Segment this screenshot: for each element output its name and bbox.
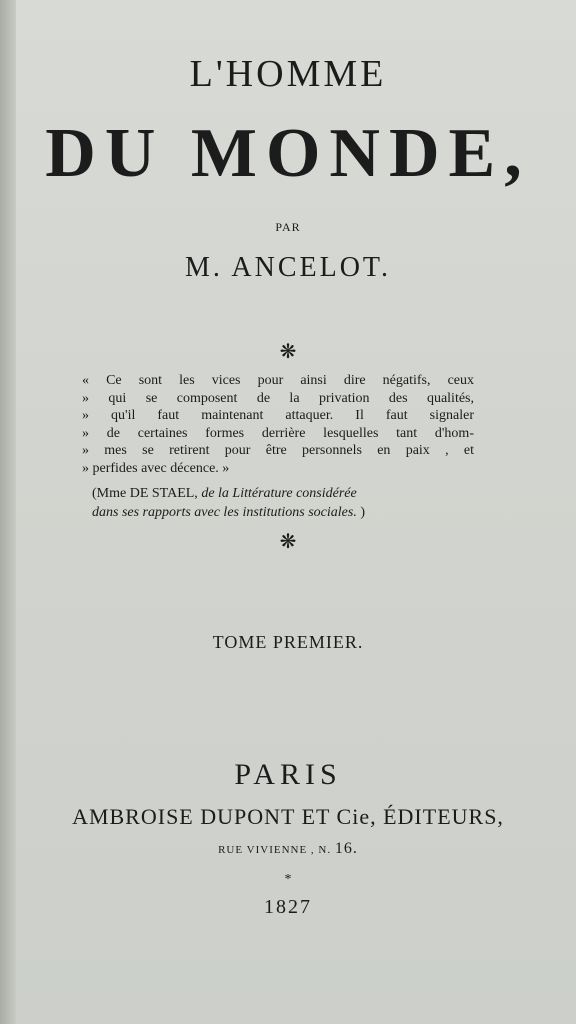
byline-par: PAR (275, 220, 301, 234)
epigraph (82, 372, 474, 477)
citation-close: ) (360, 505, 365, 520)
epigraph-line: » qu'il faut maintenant attaquer. Il faut signaler (82, 408, 474, 423)
imprint-publisher: AMBROISE DUPONT ET Cie, ÉDITEURS, (72, 804, 504, 829)
star-icon: * (284, 872, 292, 887)
citation-work-2: dans ses rapports avec les institutions sociales. (92, 505, 357, 520)
title-line-2: DU MONDE, (45, 115, 531, 192)
citation-author: (Mme DE STAEL, (92, 486, 198, 501)
volume-label: TOME PREMIER. (212, 632, 364, 652)
epigraph-line: » perfides avec décence. » (82, 460, 230, 476)
title-line-1: L'HOMME (189, 53, 387, 95)
epigraph-line: » de certaines formes derrière lesquelles tant d'hom- (82, 425, 474, 441)
imprint-address (0, 840, 576, 858)
citation-work-1: de la Littérature considérée (201, 486, 357, 501)
author-name: M. ANCELOT. (185, 252, 391, 283)
epigraph-line: » mes se retirent pour être personnels en paix , et (82, 443, 474, 458)
ornament-bottom-icon: ❋ (279, 531, 297, 553)
epigraph-line: » qui se composent de la privation des qualités, (82, 390, 474, 406)
address-street: RUE VIVIENNE , N. (218, 844, 332, 856)
imprint-city: PARIS (234, 758, 342, 791)
epigraph-line: « Ce sont les vices pour ainsi dire négatifs, ceux (82, 373, 474, 388)
address-number: 16. (334, 840, 358, 857)
imprint-year: 1827 (264, 896, 312, 918)
ornament-top-icon: ❋ (279, 341, 297, 363)
epigraph-citation (92, 484, 492, 522)
